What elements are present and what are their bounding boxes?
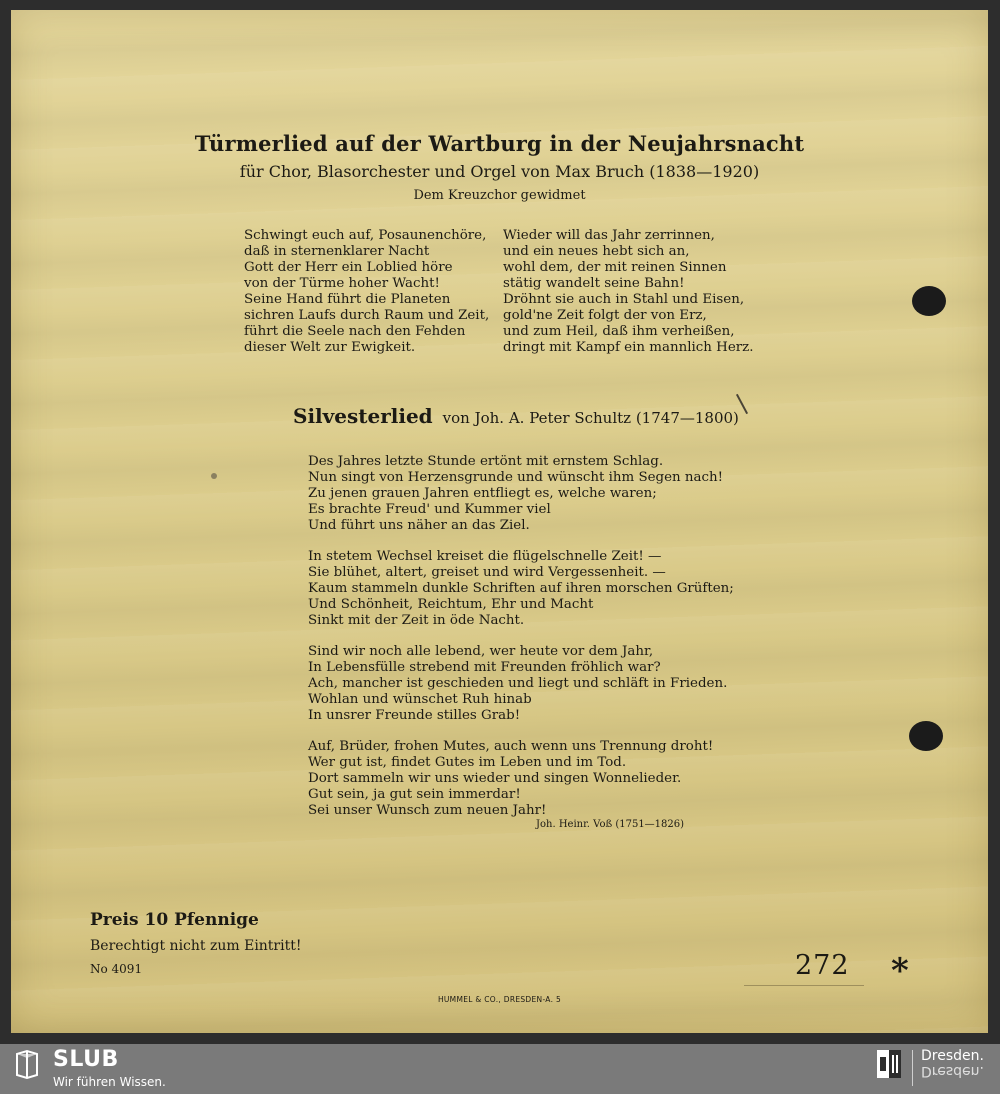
viewer-footer [0,1044,1000,1094]
subtitle-tuermerlied: für Chor, Blasorchester und Orgel von Max Bruch (1838—1920) [239,162,760,181]
serial-underline [744,985,864,986]
verse-line: dringt mit Kampf ein mannlich Herz. [503,340,754,355]
title-tuermerlied: Türmerlied auf der Wartburg in der Neujahrsnacht [194,131,805,156]
verse-line: Es brachte Freud' und Kummer viel [308,502,551,517]
slub-brand: SLUB [53,1047,119,1072]
verse-line: Kaum stammeln dunkle Schriften auf ihren morschen Grüften; [308,581,734,596]
dresden-wordmark-reflection: Dresden. [921,1063,984,1079]
verse-line: dieser Welt zur Ewigkeit. [244,340,416,355]
verse-line: Wer gut ist, findet Gutes im Leben und im Tod. [308,755,627,770]
verse-line: Und führt uns näher an das Ziel. [308,518,530,533]
dedication: Dem Kreuzchor gewidmet [413,188,586,203]
verse-line: stätig wandelt seine Bahn! [503,276,685,291]
verse-line: Ach, mancher ist geschieden und liegt und schläft in Frieden. [308,676,728,691]
document-page [11,10,988,1033]
verse-line: Dort sammeln wir uns wieder und singen Wonnelieder. [308,771,682,786]
verse-line: Dröhnt sie auch in Stahl und Eisen, [503,292,745,307]
verse-line: sichren Laufs durch Raum und Zeit, [244,308,490,323]
verse-line: Sinkt mit der Zeit in öde Nacht. [308,613,525,628]
poem-author: Joh. Heinr. Voß (1751—1826) [536,819,685,830]
verse-line: Seine Hand führt die Planeten [244,292,451,307]
verse-line: Des Jahres letzte Stunde ertönt mit ernstem Schlag. [308,454,664,469]
verse-line: In Lebensfülle strebend mit Freunden fröhlich war? [308,660,661,675]
verse-line: Sie blühet, altert, greiset und wird Vergessenheit. — [308,565,666,580]
stanza [308,644,734,724]
paper-speck [211,473,217,479]
stanza [308,739,734,819]
verse-line: Sei unser Wunsch zum neuen Jahr! [308,803,547,818]
verse-line: Wohlan und wünschet Ruh hinab [308,692,532,707]
dresden-crest-icon [876,1049,902,1079]
punch-hole [909,721,943,751]
verse-line: führt die Seele nach den Fehden [244,324,466,339]
punch-hole [912,286,946,316]
verse-line: gold'ne Zeit folgt der von Erz, [503,308,707,323]
verse-line: und ein neues hebt sich an, [503,244,690,259]
verse-line: Zu jenen grauen Jahren entfliegt es, welche waren; [308,486,657,501]
silvesterlied-heading: Silvesterlied [293,404,433,428]
verse-line: Wieder will das Jahr zerrinnen, [503,228,715,243]
verse-line: Gott der Herr ein Loblied höre [244,260,453,275]
footer-divider [912,1050,913,1086]
verse-line: und zum Heil, daß ihm verheißen, [503,324,735,339]
verse-line: Nun singt von Herzensgrunde und wünscht ihm Segen nach! [308,470,724,485]
silvesterlied-composer: von Joh. A. Peter Schultz (1747—1800) [442,409,739,427]
verse-line: von der Türme hoher Wacht! [244,276,440,291]
dresden-wordmark: Dresden. [921,1048,984,1064]
stanza [308,549,734,629]
tuermerlied-right-column [503,228,753,356]
verse-line: In unsrer Freunde stilles Grab! [308,708,521,723]
verse-line: Gut sein, ja gut sein immerdar! [308,787,521,802]
silvesterlied-poem [308,454,734,834]
price-label: Preis 10 Pfennige [90,910,259,930]
verse-line: Auf, Brüder, frohen Mutes, auch wenn uns Trennung droht! [308,739,714,754]
printer-imprint: HUMMEL & CO., DRESDEN-A. 5 [437,995,562,1004]
asterisk-mark: * [891,951,909,991]
slub-logo-icon [13,1049,41,1079]
catalog-number: No 4091 [90,962,143,976]
tuermerlied-left-column [244,228,489,356]
verse-line: Und Schönheit, Reichtum, Ehr und Macht [308,597,594,612]
title-silvesterlied [293,404,739,428]
verse-line: wohl dem, der mit reinen Sinnen [503,260,727,275]
verse-line: Schwingt euch auf, Posaunenchöre, [244,228,487,243]
no-entry-note: Berechtigt nicht zum Eintritt! [90,938,302,954]
verse-line: In stetem Wechsel kreiset die flügelschnelle Zeit! — [308,549,662,564]
serial-number: 272 [795,950,850,981]
verse-line: daß in sternenklarer Nacht [244,244,430,259]
stanza [308,454,734,534]
verse-line: Sind wir noch alle lebend, wer heute vor dem Jahr, [308,644,654,659]
slub-tagline: Wir führen Wissen. [53,1075,166,1089]
